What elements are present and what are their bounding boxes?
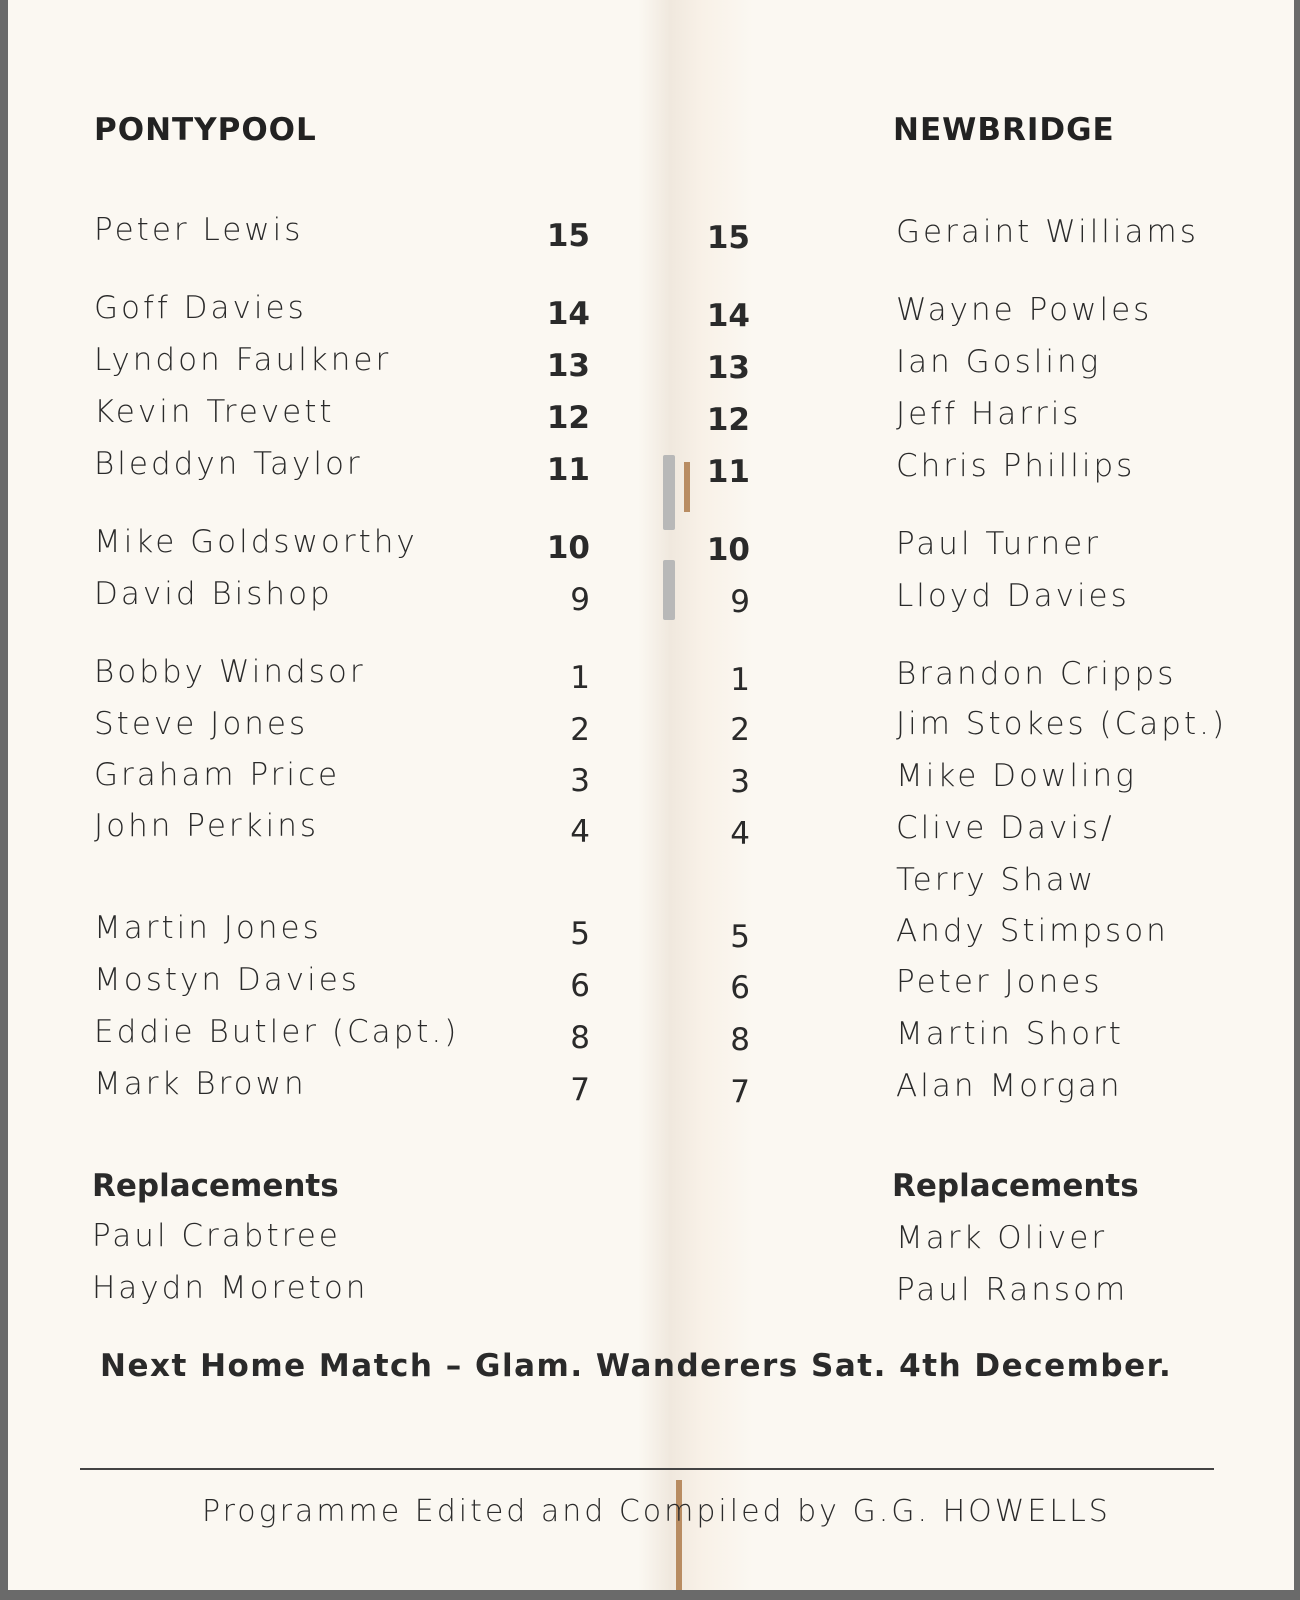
away-player-name: Geraint Williams [896,214,1199,250]
away-replacements-heading: Replacements [892,1168,1139,1204]
home-player-name: Kevin Trevett [94,394,335,430]
home-player-name: Peter Lewis [94,212,304,248]
staple-mark [663,560,675,620]
home-player-number: 6 [570,968,590,1004]
away-team-heading: NEWBRIDGE [893,112,1115,148]
away-replacement: Mark Oliver [896,1220,1108,1256]
home-player-number: 1 [570,660,590,696]
away-player-name: Jeff Harris [896,396,1082,432]
home-player-name: Eddie Butler (Capt.) [94,1014,460,1050]
home-player-number: 5 [570,916,590,952]
home-replacements-heading: Replacements [92,1168,339,1204]
away-player-number: 4 [730,816,750,852]
staple-mark [663,455,675,530]
home-replacement: Paul Crabtree [92,1218,341,1254]
programme-credit: Programme Edited and Compiled by G.G. HOWELLS [202,1494,1111,1529]
home-player-number: 15 [546,218,590,254]
home-player-name: Mike Goldsworthy [94,524,418,560]
home-player-number: 14 [546,296,590,332]
away-player-number: 12 [706,402,750,438]
home-player-number: 11 [546,452,590,488]
programme-page [8,0,1294,1590]
away-player-number: 10 [706,532,750,568]
away-player-number: 1 [730,662,750,698]
home-player-name: John Perkins [94,808,320,844]
home-player-number: 12 [546,400,590,436]
away-player-number: 11 [706,454,750,490]
away-player-name: Ian Gosling [896,344,1102,380]
away-player-name: Martin Short [896,1016,1124,1052]
home-player-number: 3 [570,763,590,799]
away-player-name: Terry Shaw [896,862,1097,898]
home-player-name: David Bishop [94,576,333,612]
away-player-number: 6 [730,970,750,1006]
home-player-number: 2 [570,712,590,748]
home-player-name: Bobby Windsor [94,654,366,690]
away-replacement: Paul Ransom [896,1272,1129,1308]
away-player-name: Chris Phillips [896,448,1136,484]
home-player-name: Bleddyn Taylor [94,446,363,482]
away-player-name: Peter Jones [896,964,1103,1000]
away-player-name: Andy Stimpson [896,913,1169,949]
away-player-name: Clive Davis/ [896,810,1115,846]
away-player-number: 15 [706,220,750,256]
home-player-number: 7 [570,1072,590,1108]
home-player-name: Lyndon Faulkner [94,342,392,378]
footer-divider [80,1468,1214,1470]
away-player-number: 2 [730,712,750,748]
home-player-number: 4 [570,814,590,850]
home-player-name: Goff Davies [94,290,307,326]
home-player-name: Steve Jones [94,706,309,742]
away-player-number: 9 [730,584,750,620]
away-player-number: 3 [730,764,750,800]
home-player-number: 8 [570,1020,590,1056]
away-player-name: Jim Stokes (Capt.) [896,706,1228,742]
home-player-number: 10 [546,530,590,566]
away-player-number: 13 [706,350,750,386]
away-player-number: 5 [730,919,750,955]
home-team-heading: PONTYPOOL [94,112,317,148]
away-player-number: 7 [730,1074,750,1110]
away-player-name: Brandon Cripps [896,656,1177,692]
home-player-name: Mostyn Davies [94,962,360,998]
home-player-number: 9 [570,582,590,618]
away-player-name: Paul Turner [896,526,1101,562]
home-player-name: Graham Price [94,757,341,793]
away-player-number: 14 [706,298,750,334]
next-home-match-notice: Next Home Match – Glam. Wanderers Sat. 4th December. [100,1348,1173,1384]
away-player-name: Mike Dowling [896,758,1137,794]
home-player-number: 13 [546,348,590,384]
away-player-name: Wayne Powles [896,292,1153,328]
away-player-number: 8 [730,1022,750,1058]
home-replacement: Haydn Moreton [92,1270,369,1306]
away-player-name: Lloyd Davies [896,578,1130,614]
away-player-name: Alan Morgan [896,1068,1123,1104]
home-player-name: Martin Jones [94,910,322,946]
home-player-name: Mark Brown [94,1066,307,1102]
